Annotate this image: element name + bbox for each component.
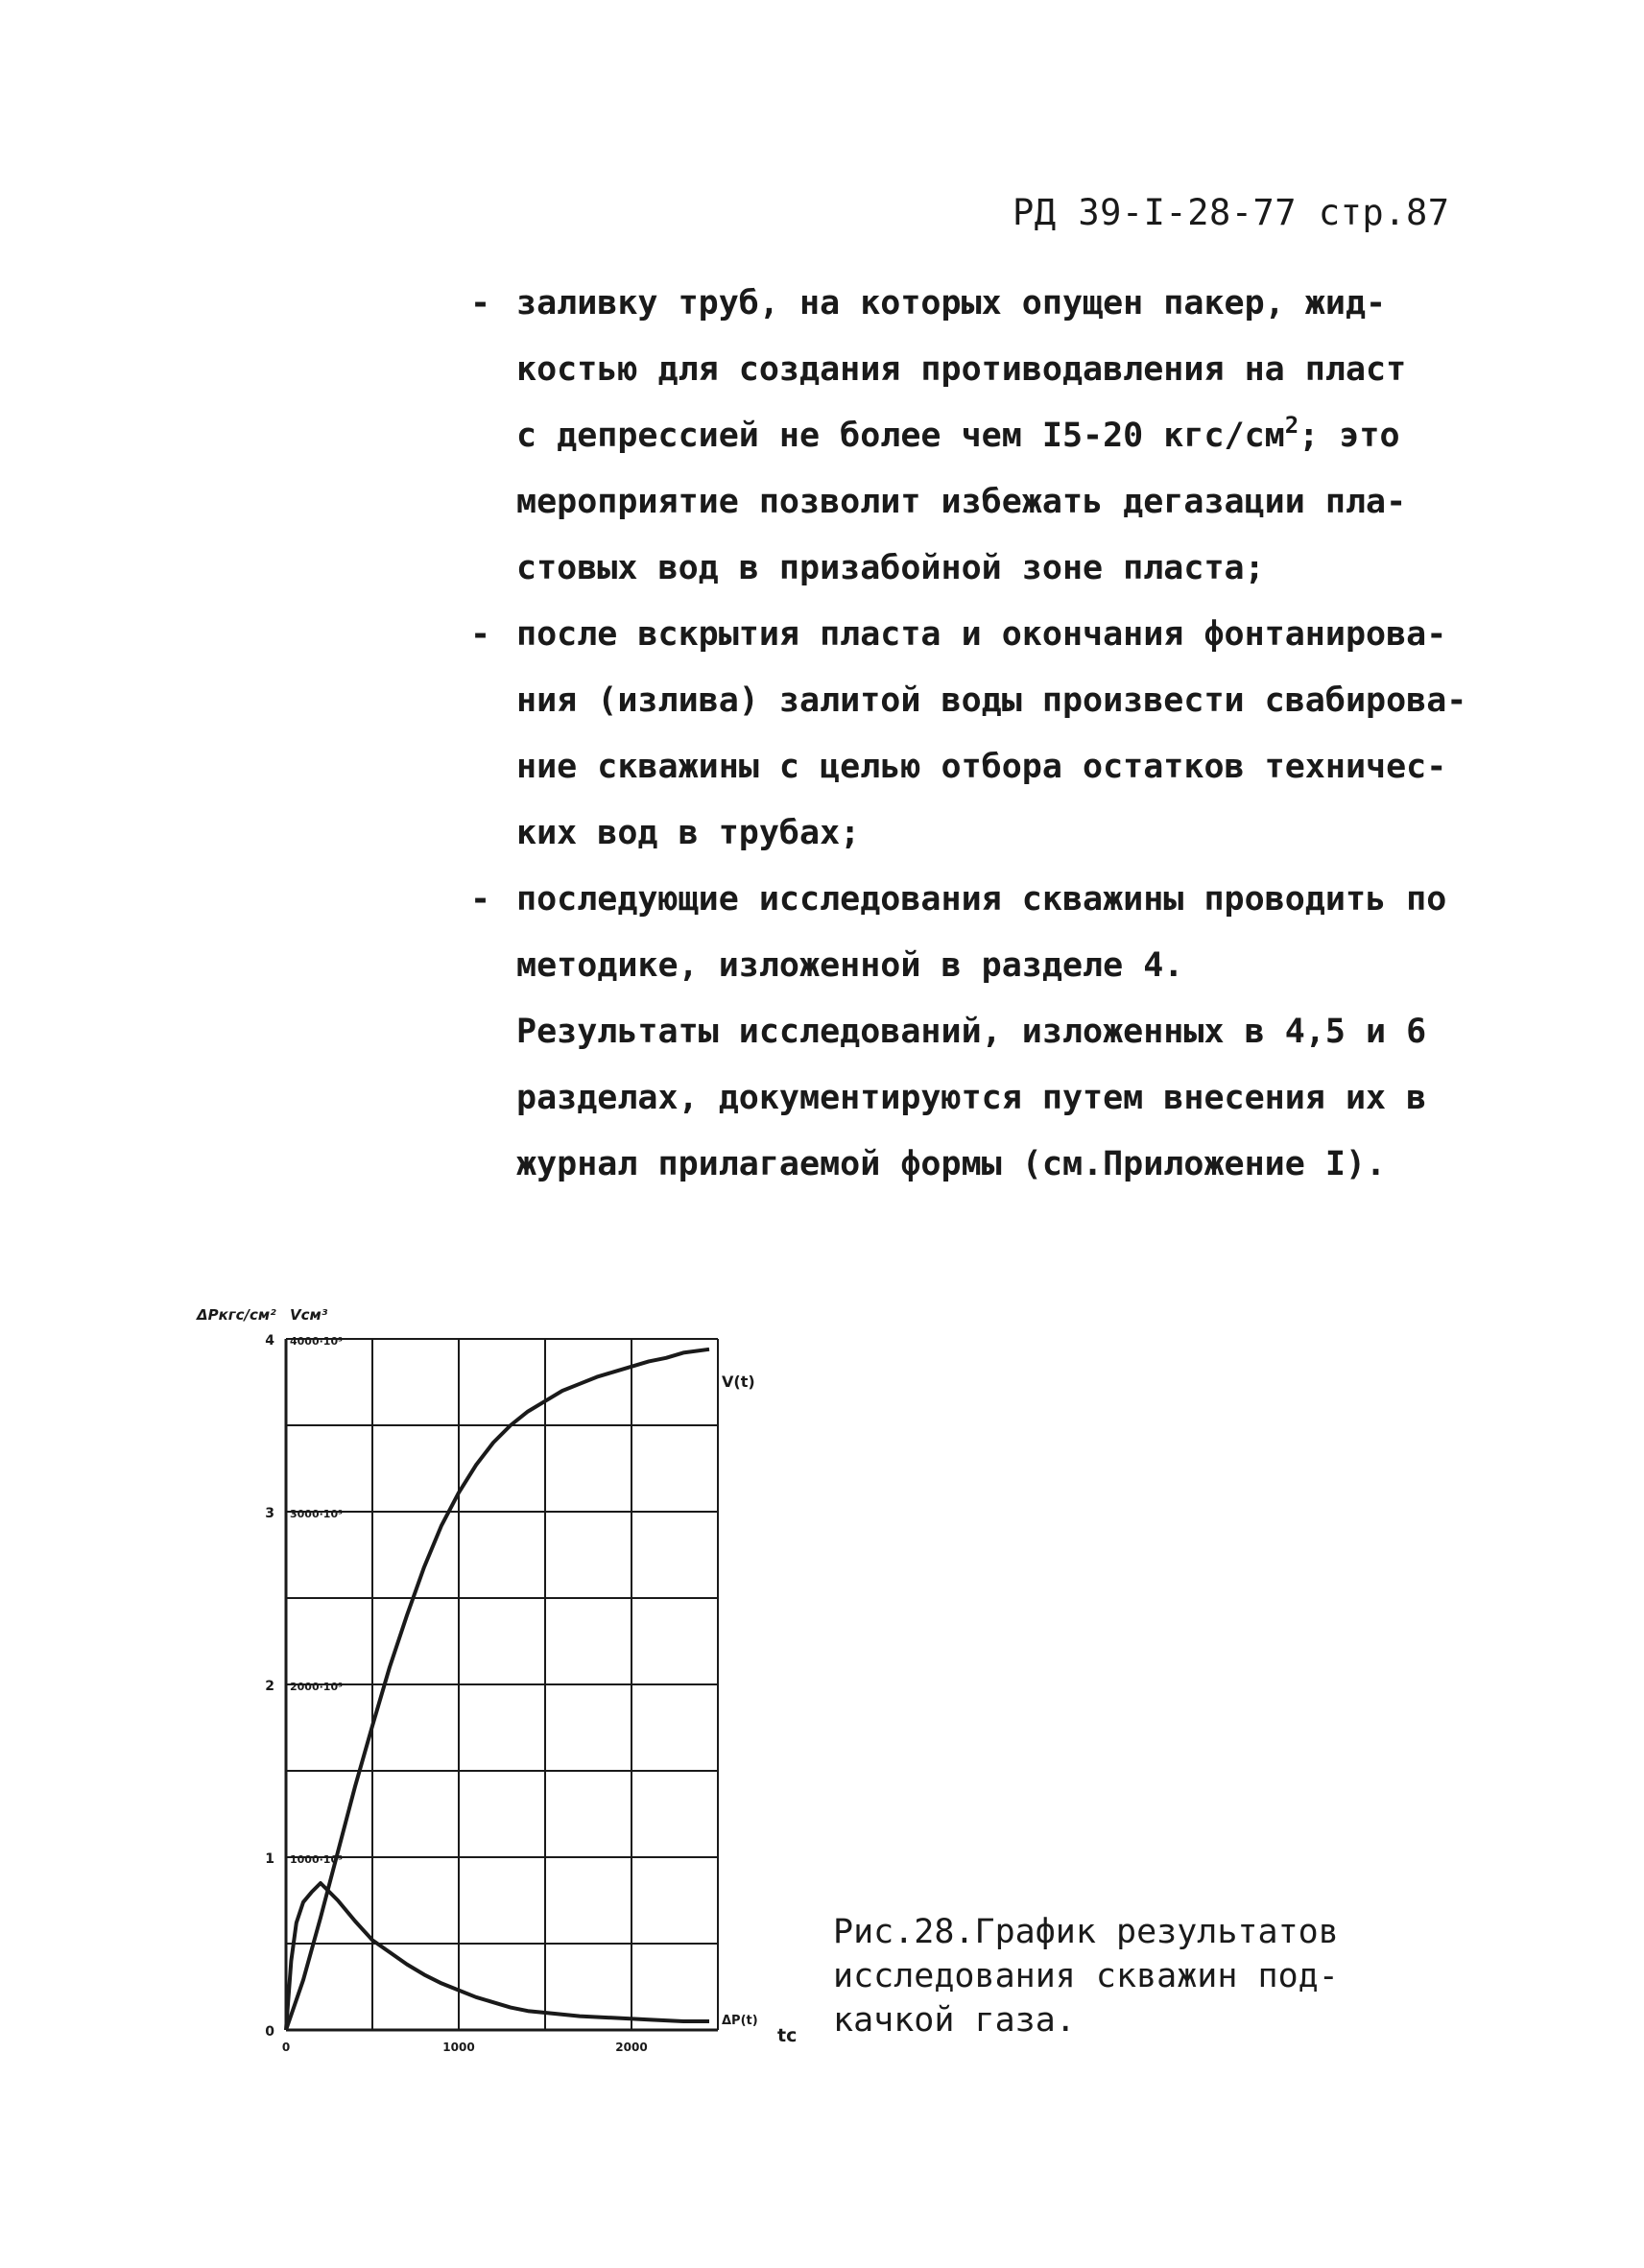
text-line: журнал прилагаемой формы (см.Приложение I). [516, 1145, 1387, 1183]
y-left-tick-label: 4 [265, 1333, 274, 1349]
text-line: Результаты исследований, изложенных в 4,5 и 6 [516, 1013, 1427, 1051]
superscript: 2 [1284, 412, 1299, 439]
y-left-tick-label: 1 [265, 1851, 274, 1867]
y-left-tick-label: 3 [265, 1506, 274, 1521]
chart-svg [182, 1301, 816, 2078]
list-item-1 [470, 271, 1488, 602]
y-left-tick-label: 2 [265, 1679, 274, 1694]
caption-line: исследования скважин под- [833, 1957, 1339, 1995]
text-line-tail: ; это [1299, 417, 1400, 455]
caption-line: Рис.28.График результатов [833, 1913, 1339, 1951]
series-line-pressure [286, 1883, 709, 2030]
text-line: ние скважины с целью отбора остатков техничес- [516, 748, 1447, 786]
page-header: РД 39-I-28-77 стр.87 [1013, 192, 1450, 233]
conclusion-paragraph [470, 999, 1488, 1198]
text-line: методике, изложенной в разделе 4. [516, 946, 1184, 985]
y-right-axis-label: Vсм³ [290, 1306, 328, 1324]
text-line: ния (излива) залитой воды произвести свабирова- [516, 681, 1467, 720]
text-line: ких вод в трубах; [516, 814, 861, 852]
list-dash: - [470, 880, 491, 919]
list-item-2 [470, 602, 1488, 867]
text-line: с депрессией не более чем I5-20 кгс/см [516, 417, 1285, 455]
y-right-tick-label: 1000·10³ [290, 1853, 343, 1866]
caption-line: качкой газа. [833, 2001, 1076, 2040]
y-left-tick-label: 0 [265, 2024, 274, 2040]
text-line: разделах, документируются путем внесения их в [516, 1079, 1427, 1117]
y-right-tick-label: 3000·10³ [290, 1508, 343, 1520]
series-annotation-volume: V(t) [722, 1373, 755, 1391]
text-line: последующие исследования скважины проводить по [516, 880, 1447, 919]
x-tick-label: 0 [281, 2041, 291, 2054]
y-right-tick-label: 2000·10³ [290, 1681, 343, 1693]
list-item-3 [470, 867, 1488, 999]
x-tick-label: 2000 [615, 2041, 648, 2054]
figure-caption [833, 1910, 1370, 2042]
x-tick-label: 1000 [442, 2041, 475, 2054]
figure-chart [182, 1301, 816, 2078]
list-dash: - [470, 615, 491, 654]
y-left-axis-label: ΔPкгс/см² [197, 1306, 276, 1324]
body-text [470, 271, 1488, 1198]
text-line: мероприятие позволит избежать дегазации пла- [516, 483, 1407, 521]
text-line: костью для создания противодавления на пласт [516, 350, 1407, 389]
text-line-with-superscript [516, 403, 1488, 469]
x-axis-label: tс [777, 2025, 798, 2046]
text-line: заливку труб, на которых опущен пакер, жид- [516, 284, 1387, 322]
list-dash: - [470, 284, 491, 322]
y-right-tick-label: 4000·10³ [290, 1335, 343, 1348]
text-line: стовых вод в призабойной зоне пласта; [516, 549, 1265, 587]
text-line: после вскрытия пласта и окончания фонтанирова- [516, 615, 1447, 654]
series-annotation-pressure: ΔP(t) [722, 2014, 758, 2028]
series-line-volume [286, 1349, 709, 2030]
